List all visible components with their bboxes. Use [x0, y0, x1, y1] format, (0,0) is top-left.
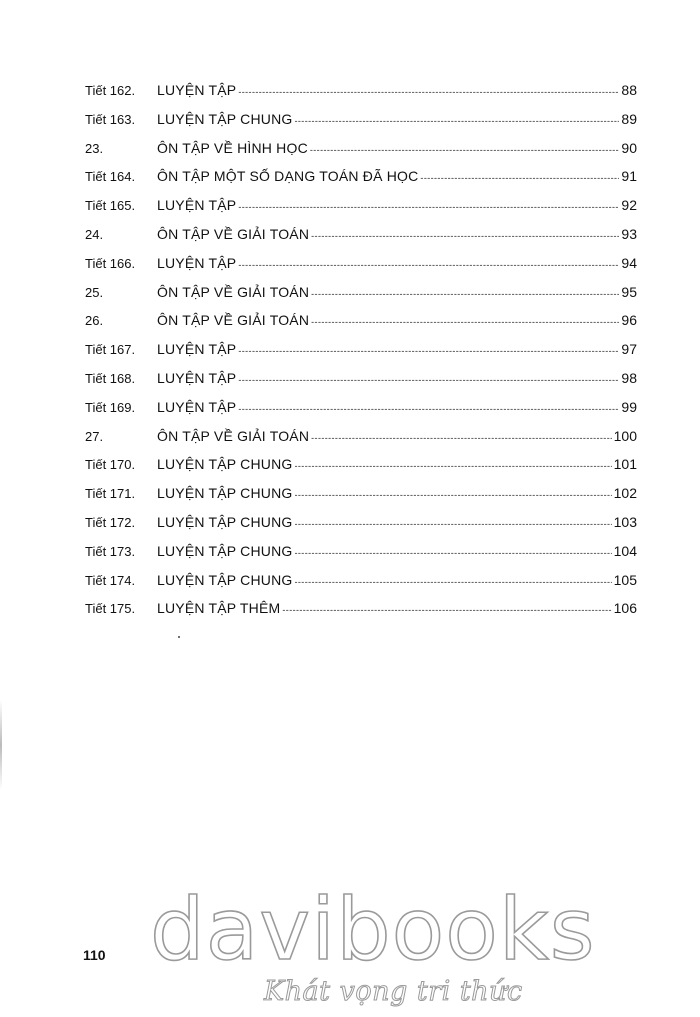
toc-entry-number: 23. — [85, 140, 104, 156]
toc-entry-title: ÔN TẬP VỀ GIẢI TOÁN — [157, 427, 310, 444]
toc-leader — [311, 280, 619, 309]
toc-entry-number: 26. — [85, 313, 104, 329]
toc-entry-number: Tiết 175. — [85, 601, 136, 617]
toc-entry-title: LUYỆN TẬP CHUNG — [157, 513, 293, 530]
toc-entry-page: 97 — [621, 341, 637, 358]
toc-entry-title: ÔN TẬP VỀ GIẢI TOÁN — [157, 225, 310, 242]
toc-leader — [238, 366, 619, 395]
toc-leader — [238, 251, 619, 280]
toc-entry — [85, 220, 637, 249]
toc-leader — [282, 596, 611, 625]
toc-leader — [295, 481, 612, 510]
toc-entry-page: 95 — [621, 283, 637, 300]
toc-entry — [85, 76, 637, 105]
toc-entry-title: LUYỆN TẬP CHUNG — [157, 110, 293, 127]
toc-entry-number: Tiết 167. — [85, 342, 136, 358]
toc-entry-title: LUYỆN TẬP CHUNG — [157, 456, 293, 473]
toc-leader — [311, 222, 619, 251]
watermark-brand: davibooks — [150, 880, 596, 980]
toc-entry-page: 99 — [621, 398, 637, 415]
toc-entry-number: Tiết 170. — [85, 457, 136, 473]
toc-entry-page: 93 — [621, 225, 637, 242]
toc-entry — [85, 162, 637, 191]
toc-leader — [310, 136, 620, 165]
toc-entry-title: LUYỆN TẬP CHUNG — [157, 485, 293, 502]
toc-entry — [85, 566, 637, 595]
toc-entry — [85, 105, 637, 134]
toc-entry-page: 103 — [613, 513, 637, 530]
toc-entry — [85, 508, 637, 537]
toc-leader — [238, 78, 619, 107]
toc-leader — [311, 424, 611, 453]
print-speck — [178, 636, 180, 638]
toc-entry-number: Tiết 165. — [85, 198, 136, 214]
toc-entry-title: LUYỆN TẬP THÊM — [157, 600, 281, 617]
toc-entry-title: ÔN TẬP VỀ GIẢI TOÁN — [157, 312, 310, 329]
toc-entry-number: Tiết 164. — [85, 169, 136, 185]
watermark-tagline: Khát vọng tri thức — [264, 976, 523, 1007]
toc-entry — [85, 134, 637, 163]
toc-entry — [85, 450, 637, 479]
toc-entry-page: 88 — [621, 82, 637, 98]
toc-entry — [85, 249, 637, 278]
toc-entry-title: LUYỆN TẬP CHUNG — [157, 571, 293, 588]
toc-entry — [85, 479, 637, 508]
toc-entry-number: Tiết 168. — [85, 370, 136, 386]
toc-entry-page: 94 — [621, 254, 637, 271]
toc-entry-page: 89 — [621, 110, 637, 127]
toc-entry-number: Tiết 173. — [85, 543, 136, 559]
toc-entry — [85, 393, 637, 422]
toc-entry-title: LUYỆN TẬP — [157, 398, 237, 415]
toc-entry-number: 27. — [85, 428, 104, 444]
toc-entry-number: Tiết 163. — [85, 111, 136, 127]
toc-entry-title: ÔN TẬP VỀ HÌNH HỌC — [157, 139, 308, 156]
toc-leader — [295, 452, 612, 481]
toc-entry-page: 100 — [613, 427, 637, 444]
toc-leader — [295, 568, 612, 597]
toc-entry-page: 105 — [613, 571, 637, 588]
toc-leader — [295, 510, 612, 539]
toc-entry-page: 91 — [621, 168, 637, 185]
toc-entry-number: Tiết 166. — [85, 255, 136, 271]
toc-entry-number: Tiết 172. — [85, 514, 136, 530]
toc-entry-page: 96 — [621, 312, 637, 329]
toc-entry-number: 24. — [85, 226, 104, 242]
toc-entry-page: 104 — [613, 542, 637, 559]
toc-entry-number: Tiết 174. — [85, 572, 136, 588]
toc-entry — [85, 306, 637, 335]
toc-entry-number: Tiết 169. — [85, 399, 136, 415]
toc-entry-title: LUYỆN TẬP — [157, 197, 237, 214]
toc-leader — [238, 337, 619, 366]
table-of-contents — [85, 76, 637, 623]
toc-entry-page: 98 — [621, 369, 637, 386]
toc-entry — [85, 364, 637, 393]
scan-edge-shadow — [0, 700, 2, 790]
page-number: 110 — [83, 947, 106, 963]
toc-entry-title: ÔN TẬP VỀ GIẢI TOÁN — [157, 283, 310, 300]
toc-entry-title: LUYỆN TẬP — [157, 254, 237, 271]
toc-entry-title: LUYỆN TẬP — [157, 369, 237, 386]
toc-leader — [311, 308, 619, 337]
toc-leader — [238, 193, 619, 222]
toc-entry-title: LUYỆN TẬP — [157, 82, 237, 98]
toc-entry-page: 92 — [621, 197, 637, 214]
toc-entry-title: ÔN TẬP MỘT SỐ DẠNG TOÁN ĐÃ HỌC — [157, 168, 419, 185]
toc-entry — [85, 422, 637, 451]
toc-entry-page: 102 — [613, 485, 637, 502]
toc-entry — [85, 191, 637, 220]
toc-entry-number: 25. — [85, 284, 104, 300]
toc-leader — [238, 395, 619, 424]
toc-leader — [295, 539, 612, 568]
toc-entry — [85, 335, 637, 364]
toc-entry — [85, 278, 637, 307]
toc-leader — [420, 164, 619, 193]
toc-entry-title: LUYỆN TẬP — [157, 341, 237, 358]
toc-entry-number: Tiết 171. — [85, 486, 136, 502]
toc-entry-page: 106 — [613, 600, 637, 617]
toc-leader — [295, 107, 620, 136]
toc-entry-number: Tiết 162. — [85, 83, 136, 98]
toc-entry-page: 90 — [621, 139, 637, 156]
toc-entry — [85, 537, 637, 566]
toc-entry-page: 101 — [613, 456, 637, 473]
toc-entry — [85, 594, 637, 623]
toc-entry-title: LUYỆN TẬP CHUNG — [157, 542, 293, 559]
